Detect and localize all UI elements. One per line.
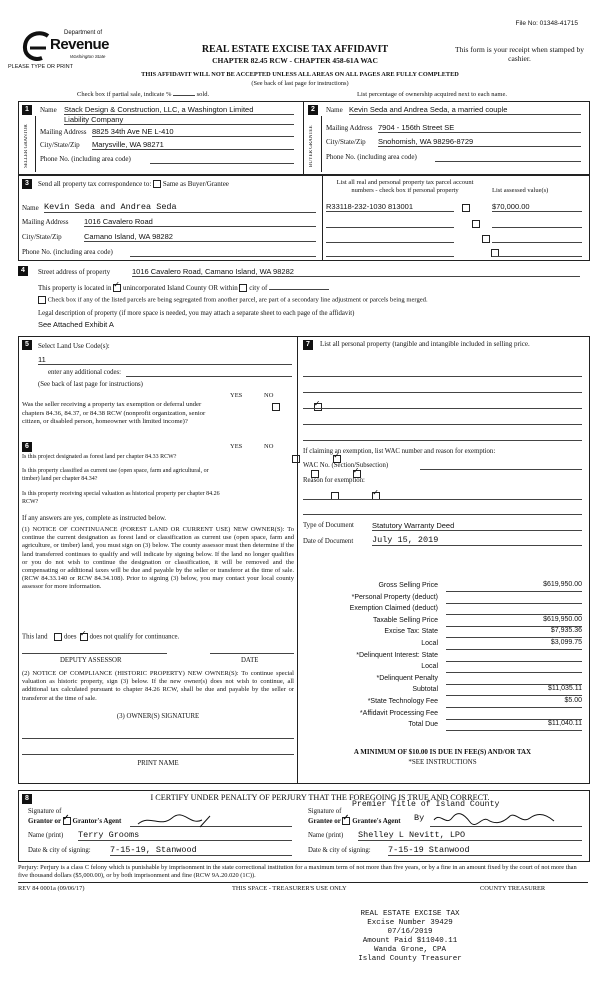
personal-property-line[interactable] bbox=[303, 416, 582, 425]
divider bbox=[35, 116, 36, 172]
located-label: This property is located in bbox=[38, 284, 112, 292]
sec3-phone-label: Phone No. (including area code) bbox=[22, 248, 113, 256]
parcel-number-field[interactable] bbox=[326, 219, 454, 228]
section-8-number: 8 bbox=[22, 794, 32, 804]
segregated-row bbox=[38, 296, 588, 304]
tax-row-label: *Personal Property (deduct) bbox=[351, 593, 438, 601]
form-chapter: CHAPTER 82.45 RCW - CHAPTER 458-61A WAC bbox=[212, 56, 378, 65]
seller-name-field-2[interactable]: Liability Company bbox=[64, 115, 294, 125]
tax-row-value[interactable]: $11,035.11 bbox=[446, 685, 582, 696]
tax-row-label: Total Due bbox=[408, 721, 438, 729]
tax-row-label: Gross Selling Price bbox=[378, 582, 438, 589]
divider bbox=[303, 101, 304, 174]
sec5-see-back: (See back of last page for instructions) bbox=[38, 381, 143, 388]
buyer-city-field[interactable]: Snohomish, WA 98296-8729 bbox=[378, 137, 581, 147]
grantee-signature-field[interactable] bbox=[430, 812, 582, 827]
tax-row bbox=[303, 651, 582, 663]
tax-row-label: Subtotal bbox=[412, 686, 438, 694]
personal-property-line[interactable] bbox=[303, 400, 582, 409]
grantor-agent-label: Grantor's Agent bbox=[72, 817, 122, 825]
segregated-label: Check box if any of the listed parcels are being segregated from another parcel, are part of a secondary line adjustment or parcels being merged. bbox=[47, 296, 428, 304]
exemption-claim-label: If claiming an exemption, list WAC number and reason for exemption: bbox=[303, 448, 496, 455]
send-label: Send all property tax correspondence to: bbox=[38, 180, 152, 188]
buyer-phone-field[interactable] bbox=[435, 152, 581, 162]
county-treasurer-label: COUNTY TREASURER bbox=[480, 885, 546, 892]
does-label: does bbox=[64, 633, 77, 641]
assessed-value-field[interactable]: $70,000.00 bbox=[492, 202, 582, 212]
partial-percent-field[interactable] bbox=[173, 95, 195, 96]
logo-state: Washington State bbox=[70, 54, 106, 59]
seller-phone-field[interactable] bbox=[150, 154, 294, 164]
additional-codes-label: enter any additional codes: bbox=[48, 369, 122, 376]
continuance-row bbox=[22, 633, 179, 641]
divider bbox=[321, 116, 322, 172]
seller-name-label: Name bbox=[40, 106, 57, 114]
parcel-list-header: List all real and personal property tax parcel account numbers - check box if personal property bbox=[336, 179, 474, 194]
see-instructions: *SEE INSTRUCTIONS bbox=[408, 758, 477, 766]
doc-date-label: Date of Document bbox=[303, 538, 354, 545]
exemption-question: Was the seller receiving a property tax exemption or deferral under chapters 84.36, 84.37, or 84.38 RCW (nonprofit organization, senior citizen, or disabled person, homeowner with limited income)? bbox=[22, 401, 206, 425]
grantee-name-field[interactable]: Shelley L Nevitt, LPO bbox=[358, 830, 582, 841]
grantee-sig-row bbox=[308, 817, 401, 825]
section-3-number: 3 bbox=[22, 179, 32, 189]
stamp-line: Wanda Grone, CPA bbox=[373, 946, 446, 954]
buyer-name-label: Name bbox=[326, 106, 343, 114]
notice-continuance: (1) NOTICE OF CONTINUANCE (FOREST LAND OR CURRENT USE) NEW OWNER(S): To continue the current designation as forest land or classification as current use (open space, farm and agriculture, or timber) land, you must sign on (3) below. The county assessor must then determine if the land transferred continues to qualify and will indicate by signing below. If the land no longer qualifies or you do not wish to continue the designation or classification, it will be removed and the compensating or additional taxes will be due and payable by the seller or transferor at the time of sale. (RCW 84.33.140 or RCW 84.34.108). Prior to signing (3) below, you may contact your local county assessor for more information. bbox=[22, 526, 294, 591]
sec3-city-label: City/State/Zip bbox=[22, 233, 62, 241]
tax-row bbox=[303, 581, 582, 593]
assessed-value-field[interactable] bbox=[492, 219, 582, 228]
sec5-no: NO bbox=[264, 392, 274, 399]
sec3-phone-field[interactable] bbox=[130, 247, 316, 257]
tax-row bbox=[303, 709, 582, 721]
sec3-addr-field[interactable]: 1016 Cavalero Road bbox=[84, 217, 316, 227]
sec3-city-field[interactable]: Camano Island, WA 98282 bbox=[84, 232, 316, 242]
partial-sale-label: Check box if partial sale, indicate % bbox=[77, 91, 172, 98]
grantee-by-label: By bbox=[414, 813, 425, 823]
tax-row bbox=[303, 720, 582, 732]
divider bbox=[297, 336, 298, 783]
tax-row-label: Local bbox=[421, 639, 438, 647]
grantor-date-label: Date & city of signing: bbox=[28, 847, 91, 854]
tax-row-label: *Delinquent Interest: State bbox=[356, 651, 438, 659]
notice-compliance: (2) NOTICE OF COMPLIANCE (HISTORIC PROPERTY) NEW OWNER(S): To continue special valuation as historic property, sign (3) below. If the new owner(s) does not wish to continue, all additional tax calculated pursuant to chapter 84.26 RCW, shall be due and payable by the seller or transferor at the time of sale. bbox=[22, 670, 294, 702]
tax-row bbox=[303, 674, 582, 686]
street-field[interactable]: 1016 Cavalero Road, Camano Island, WA 98282 bbox=[132, 267, 580, 277]
partial-sale-row bbox=[77, 91, 209, 98]
treasurer-stamp bbox=[340, 910, 480, 964]
stamp-line: Island County Treasurer bbox=[358, 955, 462, 963]
wac-label: WAC No. (Section/Subsection) bbox=[303, 462, 389, 469]
stamp-line: Excise Number 39429 bbox=[367, 919, 453, 927]
tax-calculation-table bbox=[303, 581, 582, 732]
forest-yes-checkbox[interactable] bbox=[292, 455, 300, 463]
section-6-number: 6 bbox=[22, 442, 32, 452]
tax-row-value[interactable]: $5.00 bbox=[446, 697, 582, 708]
grantor-sig-row bbox=[28, 817, 121, 825]
tax-row bbox=[303, 616, 582, 628]
seller-side-label: SELLER GRANTOR bbox=[24, 124, 29, 168]
assessor-date-line[interactable] bbox=[210, 651, 294, 654]
sec3-name-field[interactable]: Kevin Seda and Andrea Seda bbox=[44, 202, 316, 213]
unincorporated-checkbox[interactable] bbox=[113, 284, 121, 292]
tax-row-value[interactable]: $619,950.00 bbox=[446, 616, 582, 627]
street-label: Street address of property bbox=[38, 268, 111, 276]
ownership-note: List percentage of ownership acquired next to each name. bbox=[357, 91, 507, 98]
tax-row bbox=[303, 593, 582, 605]
personal-property-checkbox[interactable] bbox=[482, 235, 490, 243]
grantee-agent-label: Grantee's Agent bbox=[352, 817, 401, 825]
buyer-addr-field[interactable]: 7904 - 156th Street SE bbox=[378, 123, 581, 133]
stamp-line: 07/16/2019 bbox=[387, 928, 433, 936]
additional-codes-field[interactable] bbox=[126, 368, 292, 377]
city-of-label: city of bbox=[249, 284, 268, 292]
city-of-field[interactable] bbox=[269, 289, 329, 290]
tax-row-value[interactable]: $619,950.00 bbox=[446, 581, 582, 592]
assessed-value-field[interactable] bbox=[492, 234, 582, 243]
grantee-signature-scribble bbox=[430, 812, 582, 826]
doc-type-field[interactable]: Statutory Warranty Deed bbox=[372, 521, 582, 531]
seller-addr-label: Mailing Address bbox=[40, 128, 87, 136]
assessed-header: List assessed value(s) bbox=[492, 187, 549, 194]
tax-row-label: *Affidavit Processing Fee bbox=[359, 709, 438, 717]
tax-row bbox=[303, 685, 582, 697]
logo-name: Revenue bbox=[50, 36, 110, 53]
grantee-name-label: Name (print) bbox=[308, 832, 344, 839]
same-as-buyer-label: Same as Buyer/Grantee bbox=[162, 180, 229, 188]
print-name-line[interactable] bbox=[22, 752, 294, 755]
does-checkbox[interactable] bbox=[54, 633, 62, 641]
owner-signature-line[interactable] bbox=[22, 736, 294, 739]
grantor-name-label: Name (print) bbox=[28, 832, 64, 839]
buyer-city-label: City/State/Zip bbox=[326, 138, 366, 146]
file-number: File No: 01348-41715 bbox=[515, 20, 578, 27]
grantor-signature-field[interactable] bbox=[130, 814, 292, 827]
current-use-question: Is this property classified as current use (open space, farm and agricultural, or timber) land per chapter 84.34? bbox=[22, 468, 209, 482]
seller-city-field[interactable]: Marysville, WA 98271 bbox=[92, 140, 294, 150]
tax-row-value[interactable]: $3,099.75 bbox=[446, 639, 582, 650]
does-not-label: does not qualify for continuance. bbox=[89, 633, 180, 641]
parcel-number-field[interactable] bbox=[326, 248, 454, 257]
see-back: (See back of last page for instructions) bbox=[251, 80, 349, 87]
print-name-label: PRINT NAME bbox=[137, 760, 179, 767]
tax-row-value[interactable]: $11,040.11 bbox=[446, 720, 582, 731]
reason-label: Reason for exemption: bbox=[303, 477, 365, 484]
segregated-checkbox[interactable] bbox=[38, 296, 46, 304]
tax-row-value[interactable] bbox=[446, 651, 582, 662]
parcel-number-field[interactable]: R33118-232-1030 813001 bbox=[326, 202, 454, 212]
tax-row-label: Excise Tax: State bbox=[384, 628, 438, 636]
section-7-number: 7 bbox=[303, 340, 313, 350]
grantor-date-field[interactable]: 7-15-19, Stanwood bbox=[110, 845, 292, 856]
certify-statement: I CERTIFY UNDER PENALTY OF PERJURY THAT THE FOREGOING IS TRUE AND CORRECT. bbox=[150, 793, 490, 802]
buyer-addr-label: Mailing Address bbox=[326, 124, 373, 132]
buyer-side-label: BUYER GRANTEE bbox=[309, 125, 314, 167]
same-as-buyer-checkbox[interactable] bbox=[153, 180, 161, 188]
divider bbox=[18, 882, 588, 883]
tax-row-value[interactable] bbox=[446, 674, 582, 685]
tax-row-value[interactable] bbox=[446, 604, 582, 615]
wac-field[interactable] bbox=[420, 461, 582, 470]
seller-phone-label: Phone No. (including area code) bbox=[40, 155, 131, 163]
stamp-line: REAL ESTATE EXCISE TAX bbox=[360, 910, 460, 918]
tax-row bbox=[303, 697, 582, 709]
section-2-number: 2 bbox=[308, 105, 318, 115]
grantor-label: Grantor or bbox=[28, 817, 61, 825]
logo-swoosh-icon bbox=[22, 30, 52, 62]
does-not-checkbox[interactable] bbox=[80, 633, 88, 641]
exemption-yes-checkbox[interactable] bbox=[272, 403, 280, 411]
tax-row-label: Local bbox=[421, 663, 438, 671]
tax-row bbox=[303, 662, 582, 674]
forest-question: Is this project designated as forest land per chapter 84.33 RCW? bbox=[22, 454, 177, 460]
personal-property-checkbox[interactable] bbox=[472, 220, 480, 228]
tax-row-label: Exemption Claimed (deduct) bbox=[349, 605, 438, 613]
reason-line[interactable] bbox=[303, 491, 582, 500]
seller-name-field[interactable]: Stack Design & Construction, LLC, a Washington Limited bbox=[64, 105, 294, 115]
sec5-yes: YES bbox=[230, 392, 243, 399]
unincorporated-label: unincorporated Island County OR within bbox=[122, 284, 238, 292]
doc-type-label: Type of Document bbox=[303, 522, 354, 529]
deputy-assessor-label: DEPUTY ASSESSOR bbox=[60, 657, 122, 664]
stamp-line: Amount Paid $11040.11 bbox=[362, 937, 458, 945]
section-4-number: 4 bbox=[18, 266, 28, 276]
perjury-notice: Perjury: Perjury is a class C felony which is punishable by imprisonment in the state correctional institution for a maximum term of not more than five years, or by a fine in an amount fixed by the court of not more than five thousand dollars ($5,000.00), or by both imprisonment and fine (RCW 9A.20.020 (1C)). bbox=[18, 864, 577, 879]
tax-row-value[interactable] bbox=[446, 662, 582, 673]
please-type: PLEASE TYPE OR PRINT bbox=[8, 64, 74, 70]
grantor-sig-of: Signature of bbox=[28, 808, 62, 815]
legal-desc-label: Legal description of property (if more space is needed, you may attach a separate sheet to each page of the affidavit) bbox=[38, 310, 355, 317]
personal-property-checkbox[interactable] bbox=[462, 204, 470, 212]
grantor-signature-scribble bbox=[130, 814, 292, 828]
grantee-date-field[interactable]: 7-15-19 Stanwood bbox=[388, 845, 582, 856]
grantee-label: Grantee or bbox=[308, 817, 341, 825]
sec6-no: NO bbox=[264, 443, 274, 450]
grantee-agent-checkbox[interactable] bbox=[342, 817, 350, 825]
date-label: DATE bbox=[241, 657, 259, 664]
city-of-checkbox[interactable] bbox=[239, 284, 247, 292]
assessed-value-field[interactable] bbox=[492, 248, 582, 257]
warning: THIS AFFIDAVIT WILL NOT BE ACCEPTED UNLESS ALL AREAS ON ALL PAGES ARE FULLY COMPLETED bbox=[141, 71, 459, 78]
tax-row bbox=[303, 627, 582, 639]
form-title: REAL ESTATE EXCISE TAX AFFIDAVIT bbox=[201, 44, 389, 55]
partial-sold-label: sold. bbox=[196, 91, 210, 98]
section-5-number: 5 bbox=[22, 340, 32, 350]
if-yes-note: If any answers are yes, complete as instructed below. bbox=[22, 515, 167, 522]
seller-city-label: City/State/Zip bbox=[40, 141, 80, 149]
receipt-note: This form is your receipt when stamped by cashier. bbox=[455, 45, 584, 63]
tax-row-label: *State Technology Fee bbox=[367, 697, 438, 705]
historic-question: Is this property receiving special valuation as historical property per chapter 84.26 RCW? bbox=[22, 491, 220, 505]
personal-property-line[interactable] bbox=[303, 432, 582, 441]
send-correspondence-row bbox=[38, 180, 229, 188]
form-rev: REV 84 0001a (09/06/17) bbox=[18, 885, 85, 892]
grantee-typed-name: Premier Title of Island County bbox=[352, 800, 500, 809]
parcel-number-field[interactable] bbox=[326, 234, 454, 243]
sec3-name-label: Name bbox=[22, 204, 39, 212]
tax-row-value[interactable] bbox=[446, 593, 582, 604]
tax-row bbox=[303, 604, 582, 616]
treasurer-space: THIS SPACE - TREASURER'S USE ONLY bbox=[232, 885, 347, 892]
doc-date-field[interactable]: July 15, 2019 bbox=[372, 535, 582, 546]
deputy-assessor-line[interactable] bbox=[22, 651, 167, 654]
tax-row-label: *Delinquent Penalty bbox=[376, 674, 438, 682]
grantee-sig-of: Signature of bbox=[308, 808, 342, 815]
grantor-agent-checkbox[interactable] bbox=[63, 817, 71, 825]
located-row bbox=[38, 284, 329, 292]
grantor-name-field[interactable]: Terry Grooms bbox=[78, 830, 292, 841]
legal-desc-field[interactable]: See Attached Exhibit A bbox=[38, 320, 114, 329]
grantee-date-label: Date & city of signing: bbox=[308, 847, 371, 854]
sec3-addr-label: Mailing Address bbox=[22, 218, 69, 226]
land-use-field[interactable]: 11 bbox=[38, 355, 292, 365]
buyer-phone-label: Phone No. (including area code) bbox=[326, 153, 417, 161]
divider bbox=[322, 175, 323, 260]
owner-signature-label: (3) OWNER(S) SIGNATURE bbox=[116, 713, 200, 720]
seller-addr-field[interactable]: 8825 34th Ave NE L-410 bbox=[92, 127, 294, 137]
tax-row-value[interactable]: $7,935.36 bbox=[446, 627, 582, 638]
land-use-label: Select Land Use Code(s): bbox=[38, 342, 110, 350]
reason-line[interactable] bbox=[303, 506, 582, 515]
this-land-label: This land bbox=[22, 633, 48, 641]
buyer-name-field[interactable]: Kevin Seda and Andrea Seda, a married couple bbox=[349, 105, 581, 115]
tax-row-value[interactable] bbox=[446, 709, 582, 720]
sec6-yes: YES bbox=[230, 443, 243, 450]
dor-logo bbox=[22, 28, 122, 66]
logo-dept: Department of bbox=[64, 30, 103, 36]
personal-property-line[interactable] bbox=[303, 384, 582, 393]
minimum-due: A MINIMUM OF $10.00 IS DUE IN FEE(S) AND/OR TAX bbox=[353, 748, 532, 756]
personal-property-line[interactable] bbox=[303, 368, 582, 377]
tax-row-label: Taxable Selling Price bbox=[373, 616, 438, 624]
section-1-number: 1 bbox=[22, 105, 32, 115]
tax-row bbox=[303, 639, 582, 651]
personal-property-label: List all personal property (tangible and intangible included in selling price. bbox=[320, 340, 530, 348]
